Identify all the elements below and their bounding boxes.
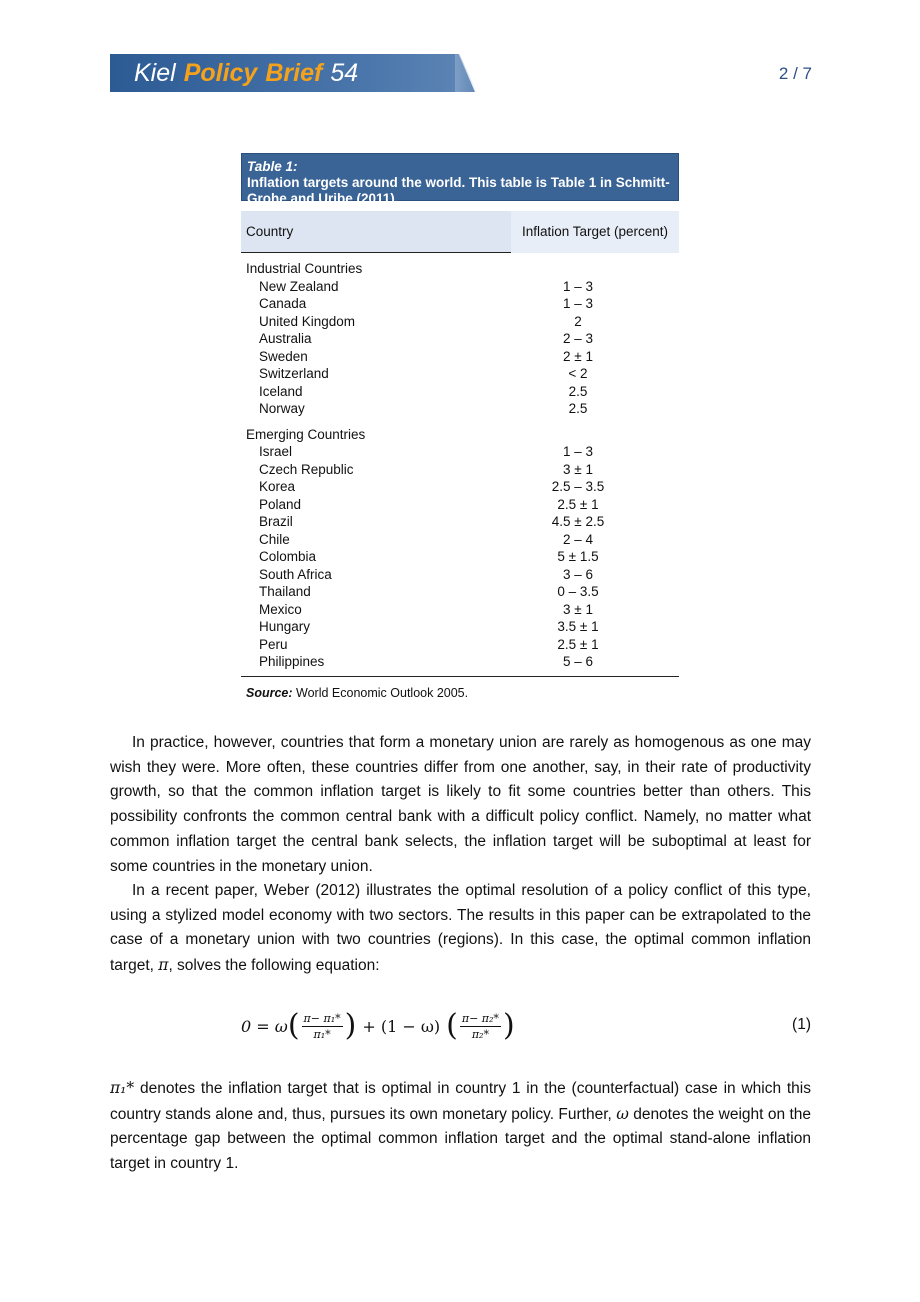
page-number: 2 / 7 [778,64,812,83]
country-name: Chile [259,531,290,547]
paragraph-3 [110,1076,811,1177]
country-name: Brazil [259,514,293,529]
inflation-target-value: 4.5 ± 2.5 [551,514,605,529]
emerging-rows [241,443,679,671]
inflation-target-value: 3 ± 1 [563,461,593,477]
inflation-targets-table [241,153,679,677]
table-row [241,443,679,461]
country-name: New Zealand [259,278,339,294]
country-name: Poland [259,496,302,512]
country-name: South Africa [259,566,332,582]
industrial-rows [241,278,679,418]
brand-number: 54 [330,59,359,87]
table-row [241,618,679,636]
group-title-emerging: Emerging Countries [246,426,366,442]
table-row [241,348,679,366]
country-name: Hungary [259,619,311,634]
equation-lhs: 0 = ω [241,1016,288,1036]
table-row [241,365,679,383]
country-name: Philippines [259,654,325,669]
brand-word-brief: Brief [265,59,323,87]
table-row [241,330,679,348]
table-row [241,400,679,418]
paragraph-3-text-a: denotes the inflation target that is optimal in country 1 in the (counterfactual) case in which this country stands alone and, thus, pursues its own monetary policy. Further, [110,1080,811,1123]
table-caption-label: Table 1: [247,159,298,174]
table-body [241,253,679,677]
publication-title [134,56,366,90]
table-row [241,513,679,531]
equation-fraction-2 [460,1012,501,1041]
country-name: Colombia [259,549,317,564]
equation-fraction-1 [302,1012,343,1041]
brand-word-kiel: Kiel [134,59,176,87]
table-row [241,313,679,331]
inflation-target-value: 1 – 3 [562,444,594,459]
table-row [241,478,679,496]
country-name: Iceland [259,383,303,399]
paragraph-3-text-b: denotes the weight on the percentage gap between the optimal common inflation target and the optimal stand-alone inflation target in country 1. [110,1105,811,1173]
country-name: Canada [259,296,307,311]
table-row [241,653,679,671]
inflation-target-value: 3 – 6 [562,566,594,582]
equation-denominator-1: π₁* [313,1027,331,1041]
inflation-target-value: 2 [574,313,582,329]
equation-number: (1) [792,1016,811,1033]
country-name: Australia [259,331,312,346]
table-source [246,686,468,700]
equation-denominator-2: π₂* [471,1027,489,1041]
inflation-target-value: 3.5 ± 1 [557,619,599,634]
equation-numerator-1: π− π₁* [303,1011,341,1025]
table-row [241,278,679,296]
paragraph-2 [110,879,811,979]
country-name: Switzerland [259,366,329,381]
table-row [241,461,679,479]
symbol-pi1-star: π₁* [110,1079,135,1097]
inflation-target-value: 2.5 – 3.5 [551,479,605,494]
source-label: Source: [246,686,293,700]
header-banner-fade [455,54,477,92]
inflation-target-value: 2.5 [568,401,588,416]
paragraph-2-text-a: In a recent paper, Weber (2012) illustrates the optimal resolution of a policy conflict of this type, using a stylized model economy with two sectors. The results in this paper can be extrapolated to the case of a monetary union with two countries (regions). In this case, the optimal common inflation target, [110,882,811,975]
inflation-target-value: 2 – 3 [562,331,594,346]
inflation-target-value: 2 ± 1 [563,348,593,364]
column-header-target: Inflation Target (percent) [511,211,679,253]
table-row [241,566,679,584]
inflation-target-value: 1 – 3 [562,296,594,311]
country-name: Mexico [259,601,302,617]
table-row [241,601,679,619]
equation-middle: + (1 − ω) [362,1016,441,1036]
country-name: Sweden [259,348,308,364]
inflation-target-value: 5 – 6 [562,654,594,669]
inflation-target-value: 3 ± 1 [563,601,593,617]
inflation-target-value: < 2 [568,366,588,381]
table-row [241,636,679,654]
table-caption [241,153,679,206]
country-name: Korea [259,479,296,494]
equation-numerator-2: π− π₂* [461,1011,499,1025]
table-row [241,531,679,549]
inflation-target-value: 2.5 ± 1 [557,496,599,512]
symbol-omega: ω [616,1104,629,1123]
inflation-target-value: 2.5 [568,383,588,399]
country-name: Peru [259,636,288,652]
table-row [241,548,679,566]
paragraph-1: In practice, however, countries that form a monetary union are rarely as homogenous as one may wish they were. More often, these countries differ from one another, say, in their rate of productivity growth, so that the common inflation target is likely to fit some countries better than others. This possibility confronts the common central bank with a difficult policy conflict. Namely, no matter what common inflation target the central bank selects, the inflation target will be suboptimal at least for some countries in the monetary union. [110,734,811,875]
country-name: Czech Republic [259,461,354,477]
table-row [241,383,679,401]
table-header [241,211,679,253]
source-text: World Economic Outlook 2005. [292,686,469,700]
country-name: Israel [259,444,293,459]
country-name: United Kingdom [259,313,356,329]
table-row [241,583,679,601]
inflation-target-value: 2.5 ± 1 [557,636,599,652]
paragraph-2-text-b: , solves the following equation: [168,957,380,975]
brand-word-policy: Policy [183,59,258,87]
inflation-target-value: 2 – 4 [562,531,594,547]
table-caption-text: Inflation targets around the world. This table is Table 1 in Schmitt-Grohe and Uribe (2011). [247,175,670,206]
country-name: Thailand [259,584,311,599]
symbol-pi: π [158,956,169,975]
inflation-target-value: 0 – 3.5 [557,584,599,599]
equation-1: 0 = ω ( $\frac{\text{π− π₁*}}{\text{π₁*}}$ ) + (1 − ω) ( $\frac{\text{π− π₂*}}{\text{π₂*}}$ ) [241,1008,515,1043]
inflation-target-value: 1 – 3 [562,278,594,294]
inflation-target-value: 5 ± 1.5 [557,549,599,564]
column-header-country: Country [246,224,294,239]
country-name: Norway [259,401,305,416]
table-row [241,496,679,514]
table-row [241,295,679,313]
group-title-industrial: Industrial Countries [246,261,363,276]
